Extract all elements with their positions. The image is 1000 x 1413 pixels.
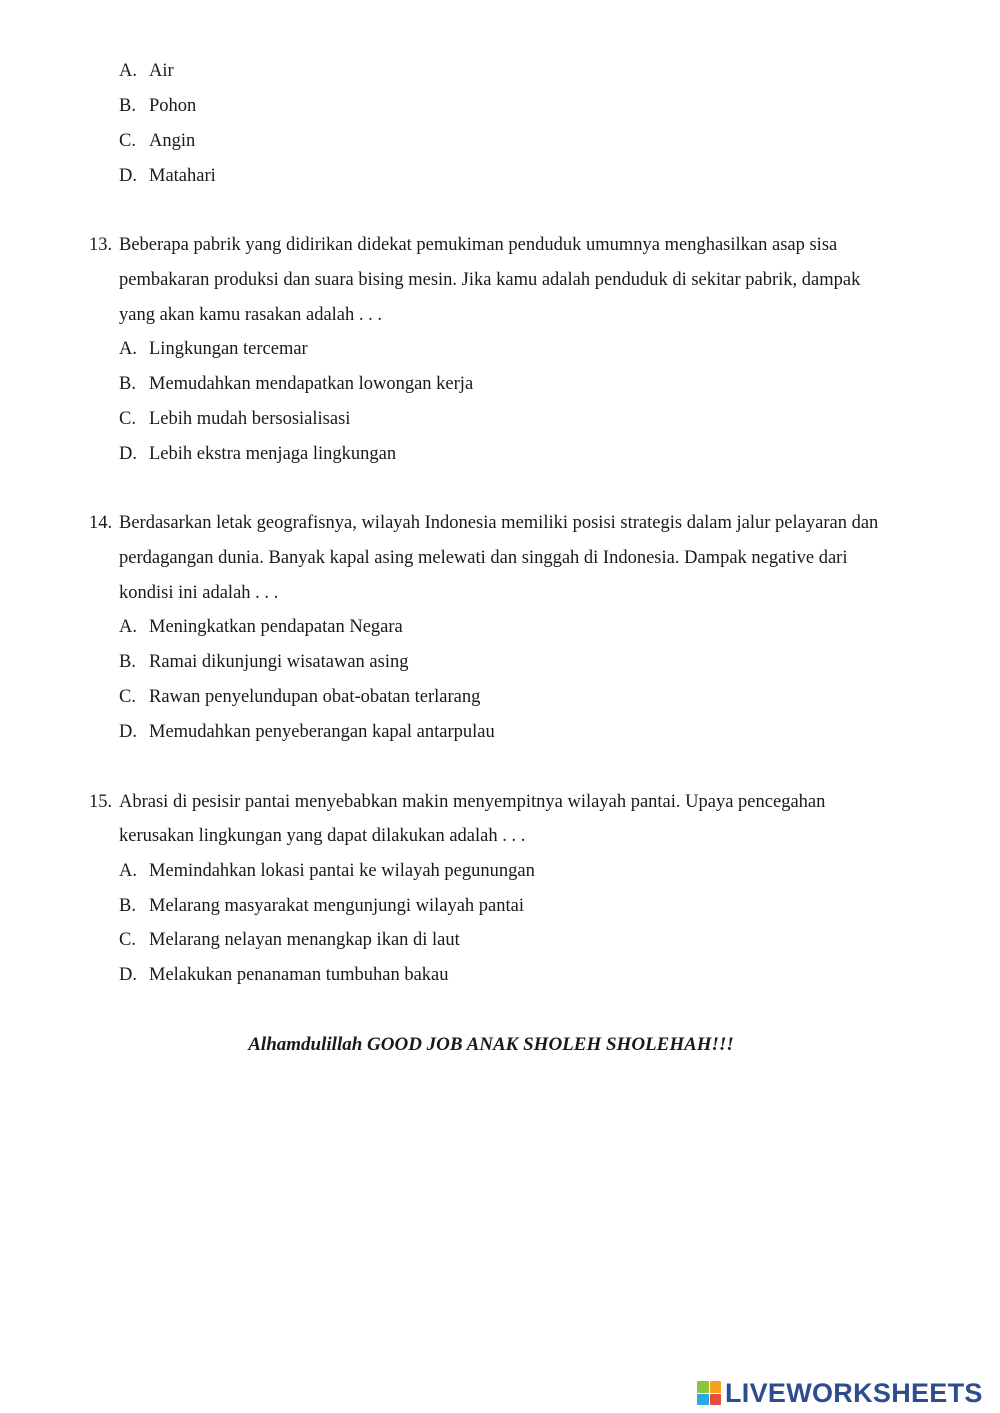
q12-option-c-letter: C. [119, 131, 136, 151]
q15-option-d-letter: D. [119, 965, 137, 985]
logo-tile [710, 1381, 722, 1393]
logo-tile [710, 1394, 722, 1406]
q13-option-a-letter: A. [119, 339, 137, 359]
q12-option-d-letter: D. [119, 166, 137, 186]
q14-option-d[interactable]: Memudahkan penyeberangan kapal antarpulau [149, 722, 495, 742]
liveworksheets-logo-icon [697, 1381, 721, 1405]
q15-option-c-letter: C. [119, 930, 136, 950]
question-text-line: Berdasarkan letak geografisnya, wilayah Indonesia memiliki posisi strategis dalam jalur pelayaran dan [119, 513, 879, 533]
q12-option-b-letter: B. [119, 96, 136, 116]
q13-option-c-letter: C. [119, 409, 136, 429]
question-text-line: kerusakan lingkungan yang dapat dilakukan adalah . . . [119, 826, 526, 846]
q14-option-a[interactable]: Meningkatkan pendapatan Negara [149, 617, 403, 637]
q14-option-c-letter: C. [119, 687, 136, 707]
question-number: 13. [89, 235, 113, 255]
question-text-line: yang akan kamu rasakan adalah . . . [119, 305, 383, 325]
q12-option-c[interactable]: Angin [149, 131, 196, 151]
q15-option-a-letter: A. [119, 861, 137, 881]
q14-option-d-letter: D. [119, 722, 137, 742]
question-text-line: Abrasi di pesisir pantai menyebabkan makin menyempitnya wilayah pantai. Upaya pencegahan [119, 792, 826, 812]
liveworksheets-logo[interactable] [697, 1378, 983, 1408]
q12-option-a-letter: A. [119, 61, 137, 81]
q12-option-b[interactable]: Pohon [149, 96, 197, 116]
q12-option-d[interactable]: Matahari [149, 166, 216, 186]
closing-message: Alhamdulillah GOOD JOB ANAK SHOLEH SHOLEHAH!!! [248, 1034, 734, 1055]
q15-option-b[interactable]: Melarang masyarakat mengunjungi wilayah pantai [149, 896, 525, 916]
logo-tile [697, 1381, 709, 1393]
question-text-line: kondisi ini adalah . . . [119, 583, 279, 603]
q15-option-d[interactable]: Melakukan penanaman tumbuhan bakau [149, 965, 449, 985]
q15-option-a[interactable]: Memindahkan lokasi pantai ke wilayah pegunungan [149, 861, 535, 881]
q14-option-b[interactable]: Ramai dikunjungi wisatawan asing [149, 652, 409, 672]
question-text-line: perdagangan dunia. Banyak kapal asing melewati dan singgah di Indonesia. Dampak negative dari [119, 548, 848, 568]
question-text-line: pembakaran produksi dan suara bising mesin. Jika kamu adalah penduduk di sekitar pabrik, dampak [119, 270, 861, 290]
q13-option-d[interactable]: Lebih ekstra menjaga lingkungan [149, 444, 397, 464]
q12-option-a[interactable]: Air [149, 61, 174, 81]
q13-option-b[interactable]: Memudahkan mendapatkan lowongan kerja [149, 374, 474, 394]
liveworksheets-brand-text: LIVEWORKSHEETS [725, 1378, 983, 1408]
q13-option-c[interactable]: Lebih mudah bersosialisasi [149, 409, 351, 429]
q15-option-b-letter: B. [119, 896, 136, 916]
q13-option-a[interactable]: Lingkungan tercemar [149, 339, 308, 359]
q14-option-c[interactable]: Rawan penyelundupan obat-obatan terlarang [149, 687, 481, 707]
question-number: 15. [89, 792, 113, 812]
q14-option-a-letter: A. [119, 617, 137, 637]
question-text-line: Beberapa pabrik yang didirikan didekat pemukiman penduduk umumnya menghasilkan asap sisa [119, 235, 838, 255]
q15-option-c[interactable]: Melarang nelayan menangkap ikan di laut [149, 930, 460, 950]
logo-tile [697, 1394, 709, 1406]
question-number: 14. [89, 513, 113, 533]
q14-option-b-letter: B. [119, 652, 136, 672]
q13-option-b-letter: B. [119, 374, 136, 394]
q13-option-d-letter: D. [119, 444, 137, 464]
